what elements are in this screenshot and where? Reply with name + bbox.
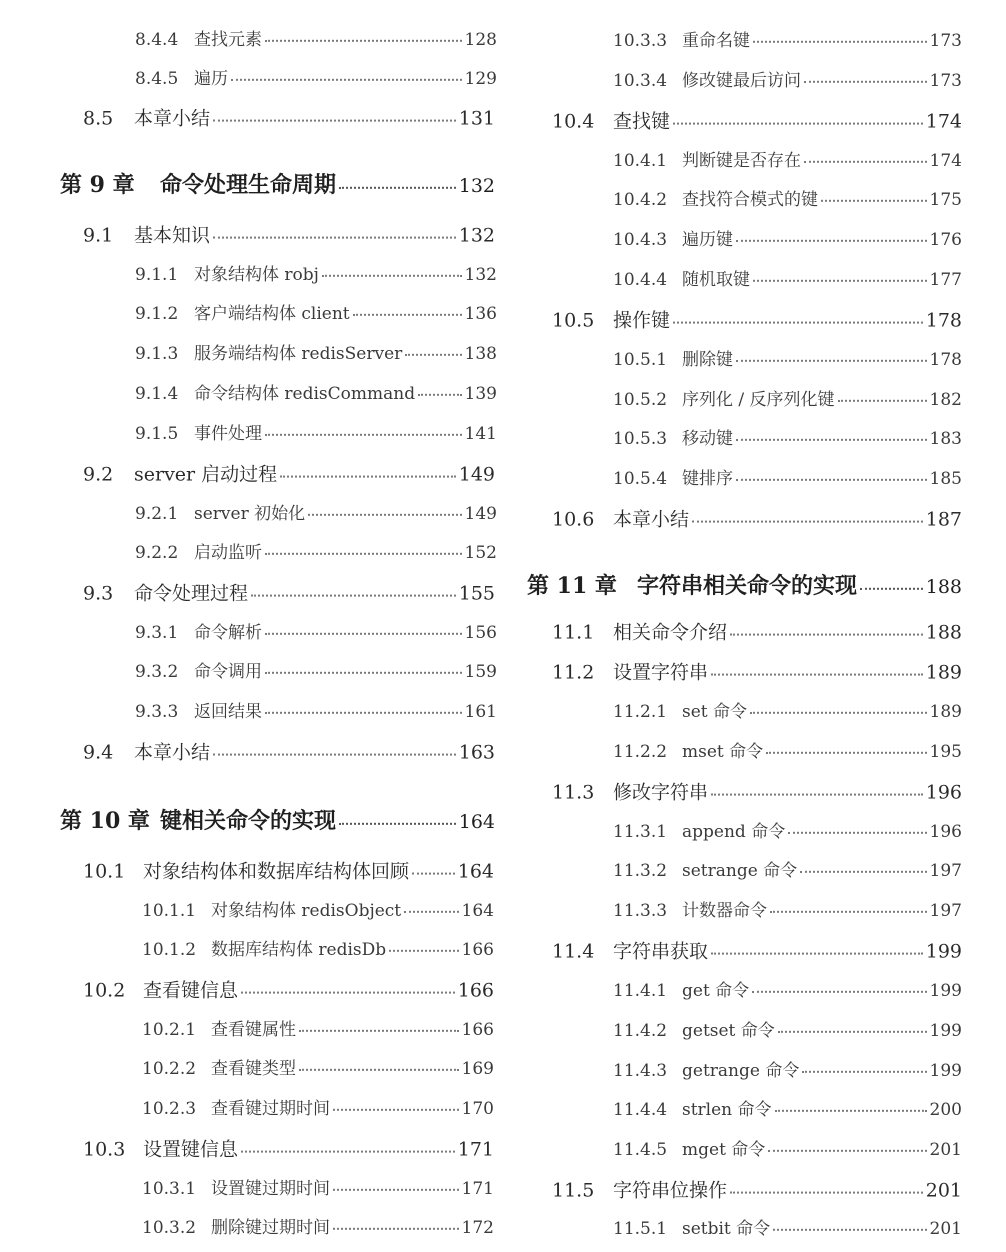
toc-entry-page-number: 132 — [458, 174, 495, 197]
toc-entry-number: 10.1.1 — [142, 900, 197, 921]
dot-leader — [800, 871, 926, 873]
dot-leader — [405, 354, 461, 356]
toc-entry-page-number: 164 — [461, 900, 494, 921]
toc-entry-number: 10.5.3 — [613, 428, 668, 449]
toc-entry-page-number: 152 — [464, 542, 497, 563]
toc-entry — [83, 861, 494, 884]
dot-leader — [860, 588, 923, 590]
toc-entry-page-number: 164 — [458, 810, 495, 833]
toc-entry-number: 11.3 — [552, 781, 595, 804]
toc-entry-title: 重命名键 — [682, 30, 750, 51]
toc-entry-page-number: 195 — [929, 741, 962, 762]
toc-entry-number: 11.2 — [552, 661, 595, 684]
toc-entry-title: 字符串相关命令的实现 — [637, 572, 858, 599]
toc-entry — [142, 1179, 494, 1199]
toc-entry-page-number: 155 — [458, 582, 495, 605]
toc-entry-title: setrange 命令 — [682, 860, 798, 881]
toc-entry-title: 查看键属性 — [211, 1019, 296, 1040]
toc-entry-title: 计数器命令 — [682, 900, 767, 921]
dot-leader — [736, 479, 927, 481]
toc-entry-page-number: 171 — [457, 1138, 494, 1161]
toc-entry-title: set 命令 — [682, 701, 748, 722]
toc-entry-title: setbit 命令 — [682, 1218, 771, 1239]
toc-entry-number: 11.3.2 — [613, 860, 668, 881]
toc-entry-number: 11.3.1 — [613, 821, 668, 842]
toc-entry-page-number: 173 — [929, 70, 962, 91]
dot-leader — [241, 992, 455, 994]
dot-leader — [339, 187, 456, 189]
dot-leader — [673, 123, 923, 125]
toc-entry-number: 10.3.4 — [613, 70, 668, 91]
toc-entry — [135, 344, 497, 364]
toc-entry-page-number: 138 — [464, 343, 497, 364]
toc-entry-number: 9.1.1 — [135, 264, 179, 285]
dot-leader — [778, 1031, 927, 1033]
toc-entry-page-number: 170 — [461, 1098, 494, 1119]
toc-entry-title: 对象结构体和数据库结构体回顾 — [143, 860, 410, 883]
toc-entry-number: 9.1.5 — [135, 423, 179, 444]
dot-leader — [770, 911, 927, 913]
toc-entry-number: 9.3 — [83, 582, 114, 605]
dot-leader — [821, 200, 927, 202]
toc-entry — [135, 304, 497, 324]
toc-entry-page-number: 197 — [929, 860, 962, 881]
dot-leader — [788, 832, 926, 834]
toc-entry-number: 10.2.3 — [142, 1098, 197, 1119]
toc-entry-page-number: 175 — [929, 189, 962, 210]
toc-entry-page-number: 196 — [929, 821, 962, 842]
toc-entry-title: 命令处理过程 — [134, 582, 249, 605]
toc-entry-page-number: 149 — [464, 503, 497, 524]
toc-entry — [83, 583, 495, 606]
toc-entry-number: 10.4.3 — [613, 229, 668, 250]
toc-entry — [613, 230, 962, 250]
toc-entry-page-number: 131 — [458, 107, 495, 130]
toc-entry — [552, 1180, 962, 1203]
dot-leader — [753, 280, 927, 282]
toc-entry-page-number: 188 — [925, 621, 962, 644]
dot-leader — [692, 521, 923, 523]
toc-entry — [613, 151, 962, 171]
toc-entry-page-number: 199 — [929, 980, 962, 1001]
toc-entry — [135, 623, 497, 643]
toc-entry-title: append 命令 — [682, 821, 786, 842]
toc-entry-title: 修改键最后访问 — [682, 70, 801, 91]
toc-entry-title: server 初始化 — [194, 503, 306, 524]
toc-entry-number: 10.1 — [83, 860, 126, 883]
toc-entry-number: 9.2 — [83, 463, 114, 486]
toc-entry-number: 8.5 — [83, 107, 114, 130]
toc-entry-page-number: 172 — [461, 1217, 494, 1238]
toc-entry — [613, 861, 962, 881]
toc-entry-page-number: 163 — [458, 741, 495, 764]
toc-entry — [135, 662, 497, 682]
toc-entry-title: mget 命令 — [682, 1139, 766, 1160]
toc-entry-title: 查看键过期时间 — [211, 1098, 330, 1119]
toc-entry-number: 9.1.4 — [135, 383, 179, 404]
toc-entry-page-number: 149 — [458, 463, 495, 486]
dot-leader — [711, 794, 923, 796]
toc-entry — [613, 1140, 962, 1160]
toc-entry-title: 对象结构体 redisObject — [211, 900, 402, 921]
dot-leader — [265, 633, 462, 635]
dot-leader — [308, 514, 461, 516]
toc-entry — [613, 71, 962, 91]
toc-entry — [135, 543, 497, 563]
toc-entry-number: 11.4.3 — [613, 1060, 668, 1081]
toc-entry — [83, 742, 495, 765]
toc-entry — [142, 1099, 494, 1119]
toc-entry-number: 9.1.2 — [135, 303, 179, 324]
toc-entry-page-number: 187 — [925, 508, 962, 531]
toc-entry-number: 11.4.2 — [613, 1020, 668, 1041]
toc-entry-title: 事件处理 — [194, 423, 262, 444]
toc-entry-number: 9.1 — [83, 224, 114, 247]
dot-leader — [322, 275, 462, 277]
toc-entry-title: 字符串获取 — [613, 940, 709, 963]
dot-leader — [768, 1150, 926, 1152]
toc-entry-number: 10.5.2 — [613, 389, 668, 410]
toc-entry-page-number: 178 — [925, 309, 962, 332]
toc-entry-page-number: 132 — [458, 224, 495, 247]
toc-entry-page-number: 156 — [464, 622, 497, 643]
toc-entry-page-number: 166 — [457, 979, 494, 1002]
toc-entry-title: 序列化 / 反序列化键 — [682, 389, 835, 410]
toc-entry — [613, 822, 962, 842]
toc-entry-number: 10.6 — [552, 508, 595, 531]
dot-leader — [333, 1109, 459, 1111]
toc-entry-number: 10.3.3 — [613, 30, 668, 51]
toc-entry-title: 客户端结构体 client — [194, 303, 350, 324]
toc-entry-title: 遍历 — [194, 68, 228, 89]
dot-leader — [265, 712, 462, 714]
toc-entry-title: 操作键 — [613, 309, 671, 332]
toc-entry — [552, 509, 962, 532]
toc-entry-page-number: 166 — [461, 939, 494, 960]
toc-entry — [142, 901, 494, 921]
toc-entry-title: 修改字符串 — [613, 781, 709, 804]
dot-leader — [389, 950, 458, 952]
toc-entry — [613, 742, 962, 762]
toc-entry-title: 命令解析 — [194, 622, 262, 643]
toc-entry-number: 11.5 — [552, 1179, 595, 1202]
toc-entry-page-number: 185 — [929, 468, 962, 489]
toc-entry-title: 删除键 — [682, 349, 733, 370]
toc-entry-title: 遍历键 — [682, 229, 733, 250]
toc-entry-page-number: 136 — [464, 303, 497, 324]
toc-entry-number: 10.4.4 — [613, 269, 668, 290]
toc-entry — [142, 1218, 494, 1238]
toc-entry — [135, 30, 497, 50]
toc-entry — [552, 662, 962, 685]
toc-entry-number: 10.1.2 — [142, 939, 197, 960]
dot-leader — [353, 314, 462, 316]
toc-entry-page-number: 164 — [457, 860, 494, 883]
toc-entry-page-number: 199 — [929, 1060, 962, 1081]
toc-entry — [552, 622, 962, 645]
toc-entry-number: 11.2.1 — [613, 701, 668, 722]
dot-leader — [750, 712, 927, 714]
dot-leader — [333, 1189, 459, 1191]
toc-entry-number: 10.4.2 — [613, 189, 668, 210]
toc-entry-title: mset 命令 — [682, 741, 764, 762]
dot-leader — [265, 40, 462, 42]
dot-leader — [752, 991, 926, 993]
toc-entry-number: 9.4 — [83, 741, 114, 764]
toc-entry-number: 11.1 — [552, 621, 595, 644]
dot-leader — [711, 674, 923, 676]
toc-entry-number: 11.4 — [552, 940, 595, 963]
toc-entry-title: 查看键信息 — [143, 979, 239, 1002]
toc-chapter-heading — [60, 808, 495, 834]
toc-entry — [142, 1020, 494, 1040]
toc-entry — [135, 424, 497, 444]
toc-entry — [83, 464, 495, 487]
dot-leader — [730, 1192, 923, 1194]
toc-entry — [613, 429, 962, 449]
dot-leader — [404, 911, 458, 913]
toc-entry-title: 基本知识 — [134, 224, 211, 247]
toc-entry-title: 服务端结构体 redisServer — [194, 343, 403, 364]
toc-entry-page-number: 189 — [929, 701, 962, 722]
toc-entry-page-number: 132 — [464, 264, 497, 285]
toc-entry-page-number: 128 — [464, 29, 497, 50]
toc-chapter-heading — [527, 573, 962, 599]
dot-leader — [736, 439, 927, 441]
toc-entry-title: 对象结构体 robj — [194, 264, 319, 285]
toc-entry — [135, 384, 497, 404]
dot-leader — [773, 1229, 926, 1231]
toc-entry — [83, 225, 495, 248]
toc-entry-title: 查找键 — [613, 110, 671, 133]
toc-entry — [552, 941, 962, 964]
toc-entry-number: 10.5 — [552, 309, 595, 332]
toc-entry-title: 本章小结 — [134, 107, 211, 130]
toc-entry-page-number: 197 — [929, 900, 962, 921]
toc-entry-number: 10.5.1 — [613, 349, 668, 370]
toc-entry — [83, 980, 494, 1003]
toc-entry — [613, 1219, 962, 1239]
toc-entry-page-number: 169 — [461, 1058, 494, 1079]
toc-entry-number: 9.3.3 — [135, 701, 179, 722]
toc-entry-title: 启动监听 — [194, 542, 262, 563]
dot-leader — [838, 400, 927, 402]
toc-entry-title: 删除键过期时间 — [211, 1217, 330, 1238]
toc-entry — [613, 1021, 962, 1041]
dot-leader — [333, 1228, 459, 1230]
toc-entry — [552, 310, 962, 333]
toc-entry-title: 设置键信息 — [143, 1138, 239, 1161]
toc-entry-page-number: 199 — [925, 940, 962, 963]
toc-entry-page-number: 176 — [929, 229, 962, 250]
dot-leader — [241, 1151, 455, 1153]
toc-entry-title: server 启动过程 — [134, 463, 278, 486]
toc-entry-number: 10.4.1 — [613, 150, 668, 171]
toc-entry-number: 9.2.1 — [135, 503, 179, 524]
toc-entry-page-number: 174 — [925, 110, 962, 133]
toc-entry-page-number: 196 — [925, 781, 962, 804]
toc-entry-number: 8.4.5 — [135, 68, 179, 89]
toc-entry-number: 9.1.3 — [135, 343, 179, 364]
toc-entry-number: 10.3.1 — [142, 1178, 197, 1199]
toc-entry — [135, 702, 497, 722]
toc-entry-title: 键排序 — [682, 468, 733, 489]
toc-entry-title: strlen 命令 — [682, 1099, 772, 1120]
toc-entry — [135, 69, 497, 89]
toc-entry-page-number: 178 — [929, 349, 962, 370]
toc-entry-title: 查找符合模式的键 — [682, 189, 818, 210]
dot-leader — [804, 81, 927, 83]
toc-entry-page-number: 188 — [925, 575, 962, 598]
toc-entry-number: 10.2 — [83, 979, 126, 1002]
toc-entry — [613, 901, 962, 921]
toc-entry — [135, 265, 497, 285]
toc-entry-title: 命令处理生命周期 — [160, 171, 337, 198]
dot-leader — [673, 322, 923, 324]
toc-entry-page-number: 189 — [925, 661, 962, 684]
toc-entry-number: 10.3 — [83, 1138, 126, 1161]
toc-entry-number: 10.2.1 — [142, 1019, 197, 1040]
dot-leader — [213, 120, 456, 122]
toc-entry-page-number: 171 — [461, 1178, 494, 1199]
toc-entry-page-number: 177 — [929, 269, 962, 290]
toc-entry-number: 11.4.1 — [613, 980, 668, 1001]
dot-leader — [299, 1030, 459, 1032]
dot-leader — [711, 953, 923, 955]
toc-entry-title: 本章小结 — [134, 741, 211, 764]
toc-entry — [83, 108, 495, 131]
toc-entry-title: getset 命令 — [682, 1020, 775, 1041]
dot-leader — [251, 595, 456, 597]
toc-entry-title: 命令调用 — [194, 661, 262, 682]
toc-entry-page-number: 174 — [929, 150, 962, 171]
toc-entry-number: 第 10 章 — [60, 807, 150, 834]
toc-entry-number: 8.4.4 — [135, 29, 179, 50]
toc-entry — [142, 940, 494, 960]
toc-entry — [613, 390, 962, 410]
toc-entry — [613, 1100, 962, 1120]
toc-entry — [613, 702, 962, 722]
toc-entry — [135, 504, 497, 524]
toc-entry-title: 设置键过期时间 — [211, 1178, 330, 1199]
dot-leader — [213, 754, 456, 756]
dot-leader — [736, 360, 927, 362]
toc-entry-number: 11.4.5 — [613, 1139, 668, 1160]
toc-entry-title: 设置字符串 — [613, 661, 709, 684]
toc-entry-title: 字符串位操作 — [613, 1179, 728, 1202]
toc-entry-page-number: 201 — [929, 1139, 962, 1160]
dot-leader — [412, 873, 455, 875]
dot-leader — [730, 634, 923, 636]
dot-leader — [265, 553, 462, 555]
toc-entry — [83, 1139, 494, 1162]
dot-leader — [753, 41, 927, 43]
dot-leader — [736, 240, 927, 242]
toc-entry-number: 11.3.3 — [613, 900, 668, 921]
dot-leader — [339, 823, 456, 825]
toc-entry-number: 11.5.1 — [613, 1218, 668, 1239]
toc-entry-number: 10.2.2 — [142, 1058, 197, 1079]
toc-entry-title: 返回结果 — [194, 701, 262, 722]
toc-entry-title: 命令结构体 redisCommand — [194, 383, 416, 404]
dot-leader — [280, 476, 456, 478]
toc-entry-page-number: 201 — [929, 1218, 962, 1239]
dot-leader — [265, 434, 462, 436]
toc-entry-number: 第 9 章 — [60, 171, 135, 198]
dot-leader — [231, 79, 462, 81]
toc-entry-number: 第 11 章 — [527, 572, 617, 599]
dot-leader — [265, 672, 462, 674]
toc-entry-number: 10.4 — [552, 110, 595, 133]
toc-entry — [552, 782, 962, 805]
dot-leader — [802, 1071, 926, 1073]
toc-entry-page-number: 199 — [929, 1020, 962, 1041]
toc-entry-page-number: 173 — [929, 30, 962, 51]
toc-entry-page-number: 200 — [929, 1099, 962, 1120]
toc-entry-title: 判断键是否存在 — [682, 150, 801, 171]
toc-chapter-heading — [60, 172, 495, 198]
toc-entry — [142, 1059, 494, 1079]
toc-entry-number: 11.2.2 — [613, 741, 668, 762]
toc-entry-title: 本章小结 — [613, 508, 690, 531]
toc-entry-number: 9.3.2 — [135, 661, 179, 682]
toc-entry-title: getrange 命令 — [682, 1060, 800, 1081]
dot-leader — [804, 161, 927, 163]
dot-leader — [766, 752, 926, 754]
toc-entry-page-number: 159 — [464, 661, 497, 682]
toc-entry — [613, 1061, 962, 1081]
toc-entry-title: 查看键类型 — [211, 1058, 296, 1079]
toc-entry-number: 11.4.4 — [613, 1099, 668, 1120]
toc-entry — [552, 111, 962, 134]
toc-entry — [613, 469, 962, 489]
toc-entry — [613, 190, 962, 210]
toc-entry-title: 随机取键 — [682, 269, 750, 290]
toc-entry — [613, 350, 962, 370]
toc-entry-title: 相关命令介绍 — [613, 621, 728, 644]
toc-entry-page-number: 183 — [929, 428, 962, 449]
dot-leader — [299, 1069, 459, 1071]
toc-entry — [613, 981, 962, 1001]
toc-entry-title: 键相关命令的实现 — [160, 807, 337, 834]
toc-entry-page-number: 201 — [925, 1179, 962, 1202]
toc-entry-title: 数据库结构体 redisDb — [211, 939, 387, 960]
toc-entry-number: 9.2.2 — [135, 542, 179, 563]
dot-leader — [775, 1110, 927, 1112]
toc-entry-title: get 命令 — [682, 980, 750, 1001]
toc-entry-page-number: 161 — [464, 701, 497, 722]
toc-entry-number: 9.3.1 — [135, 622, 179, 643]
toc-entry-page-number: 129 — [464, 68, 497, 89]
toc-entry-number: 10.5.4 — [613, 468, 668, 489]
toc-entry — [613, 31, 962, 51]
toc-entry-number: 10.3.2 — [142, 1217, 197, 1238]
toc-entry — [613, 270, 962, 290]
toc-entry-title: 移动键 — [682, 428, 733, 449]
dot-leader — [213, 237, 456, 239]
toc-entry-page-number: 182 — [929, 389, 962, 410]
toc-entry-title: 查找元素 — [194, 29, 262, 50]
toc-entry-page-number: 166 — [461, 1019, 494, 1040]
dot-leader — [418, 394, 461, 396]
toc-entry-page-number: 141 — [464, 423, 497, 444]
toc-entry-page-number: 139 — [464, 383, 497, 404]
